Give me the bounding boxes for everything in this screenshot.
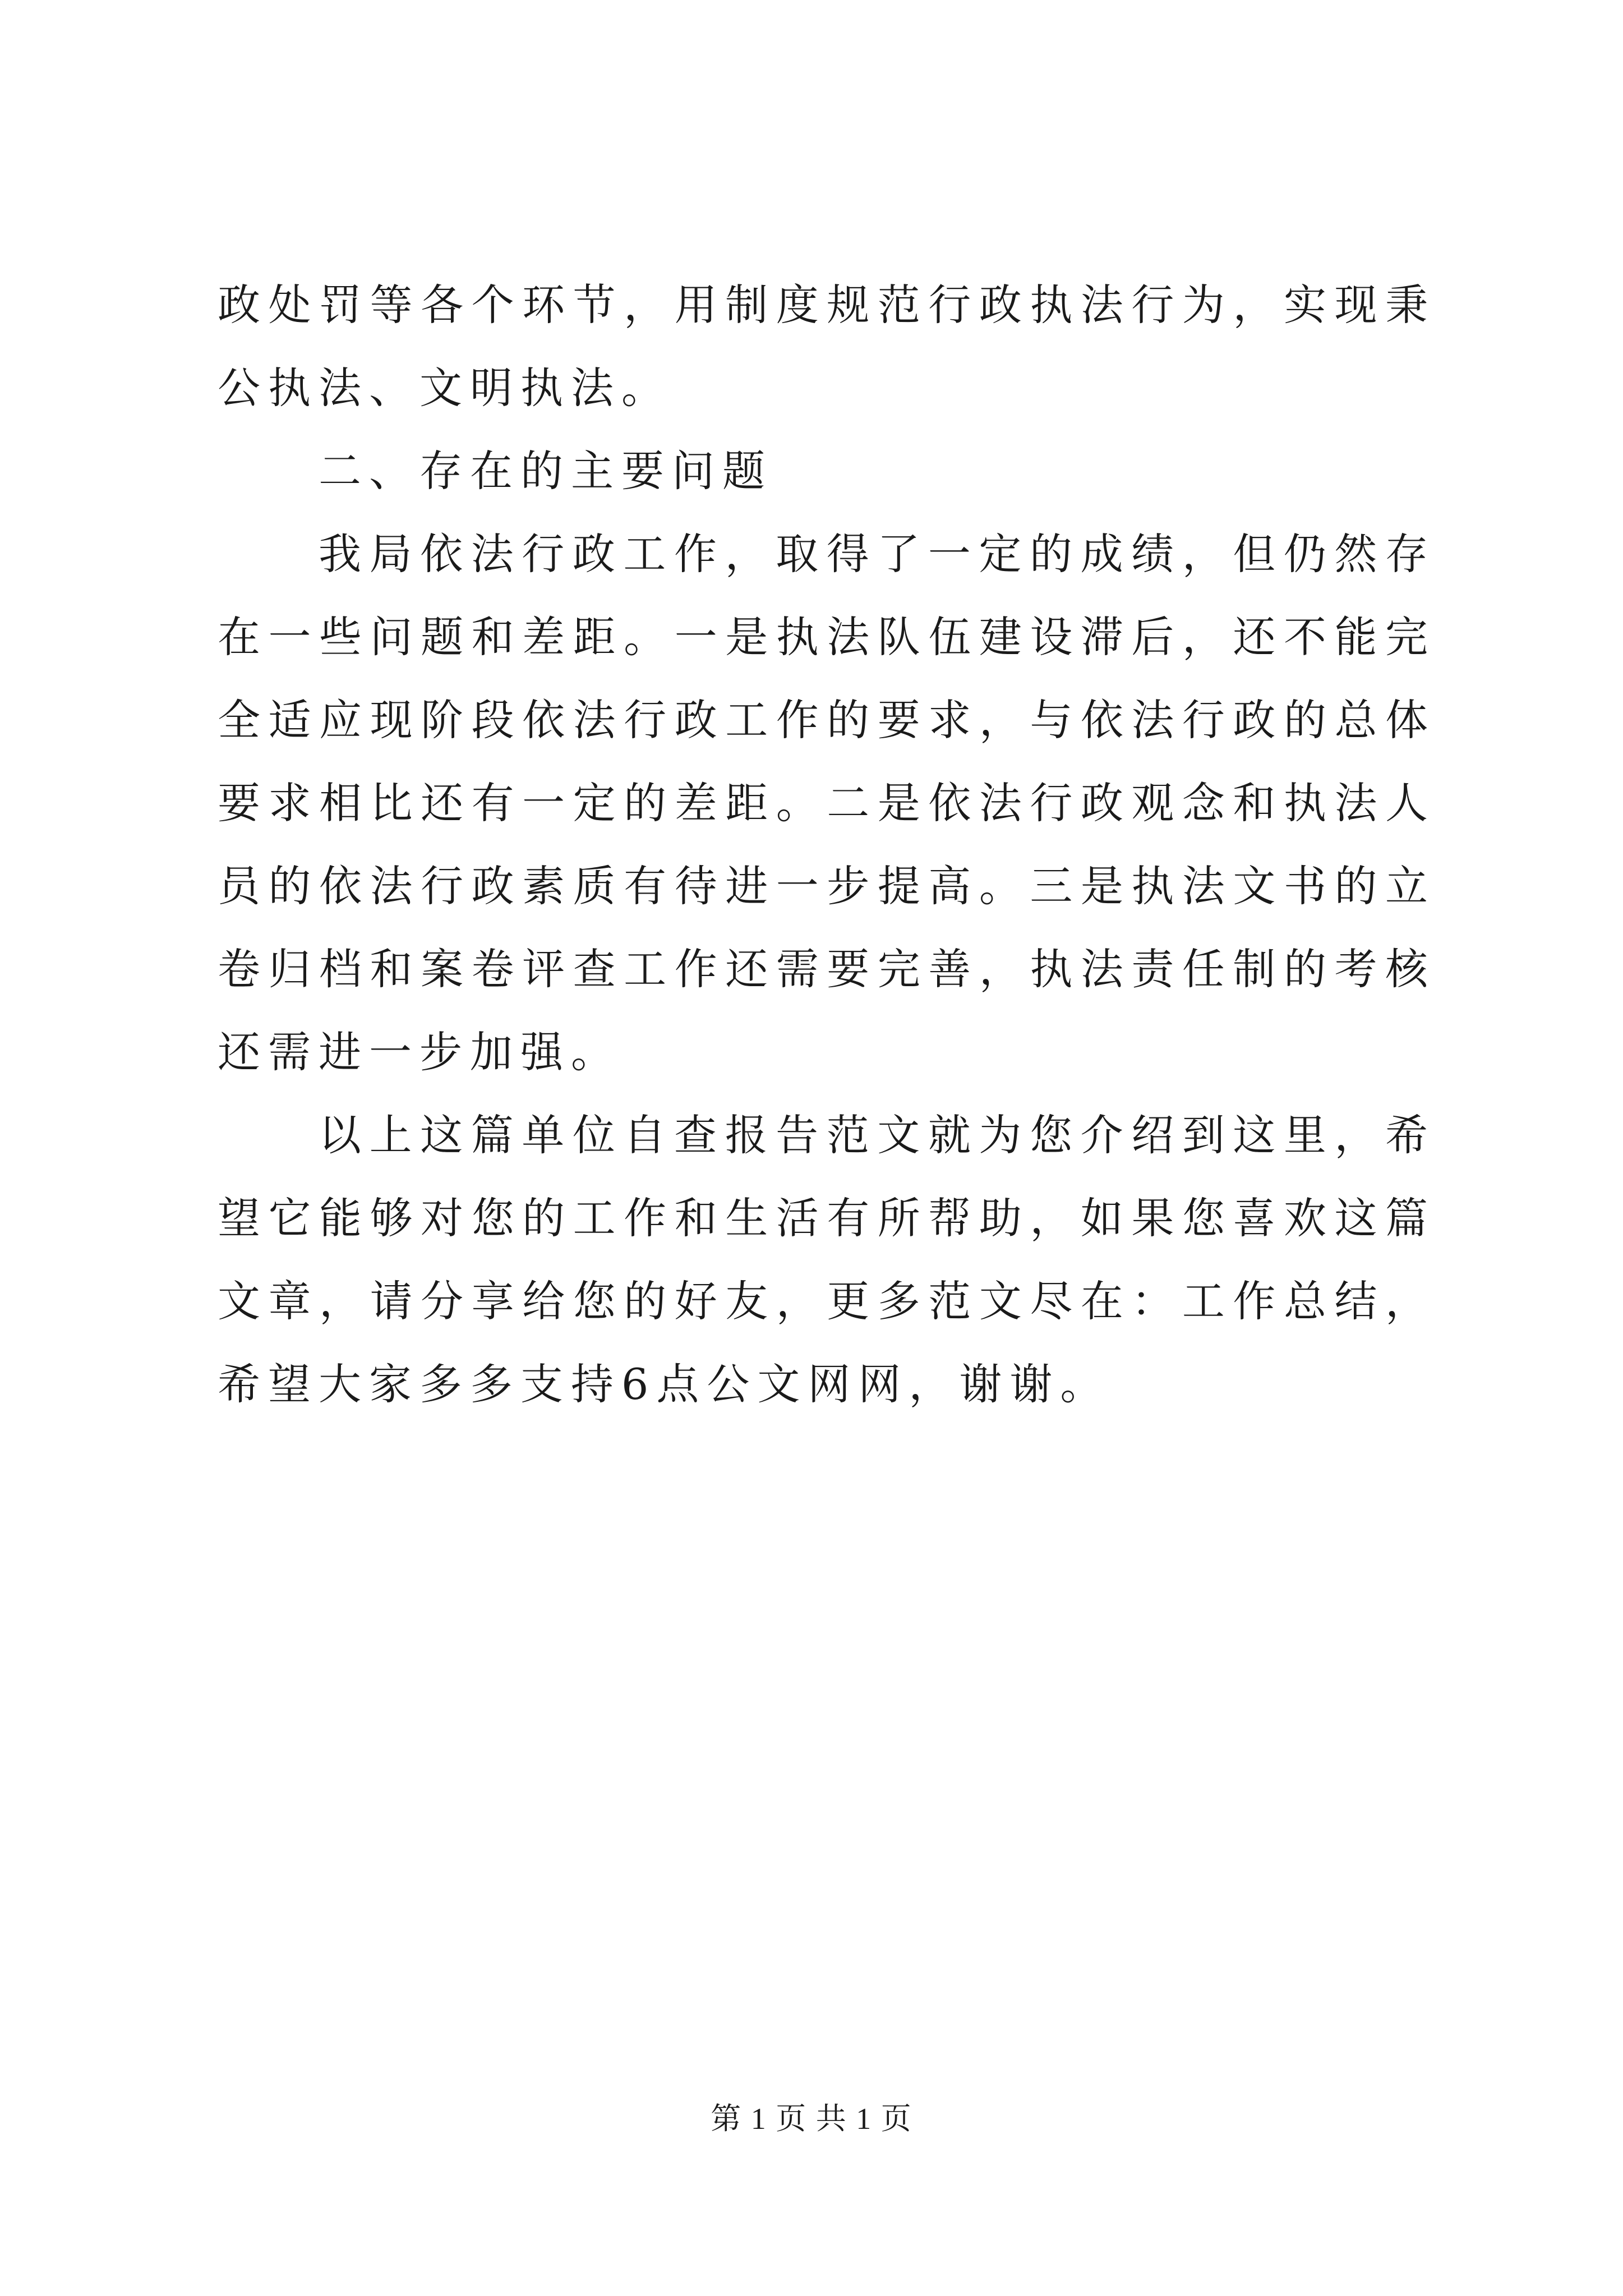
document-body <box>218 264 1436 1426</box>
paragraph-problems: 我局依法行政工作，取得了一定的成绩，但仍然存在一些问题和差距。一是执法队伍建设滞后，还不能完全适应现阶段依法行政工作的要求，与依法行政的总体要求相比还有一定的差距。二是依法行政观念和执法人员的依法行政素质有待进一步提高。三是执法文书的立卷归档和案卷评查工作还需要完善，执法责任制的考核还需进一步加强。 <box>218 529 1436 1077</box>
page-number-footer: 第 1 页 共 1 页 <box>711 2102 912 2136</box>
paragraph-continuation: 政处罚等各个环节，用制度规范行政执法行为，实现秉公执法、文明执法。 <box>218 280 1436 413</box>
paragraph-closing: 以上这篇单位自查报告范文就为您介绍到这里，希望它能够对您的工作和生活有所帮助，如果您喜欢这篇文章，请分享给您的好友，更多范文尽在：工作总结，希望大家多多支持6点公文网网，谢谢。 <box>218 1110 1436 1409</box>
section-heading: 二、存在的主要问题 <box>319 446 773 496</box>
